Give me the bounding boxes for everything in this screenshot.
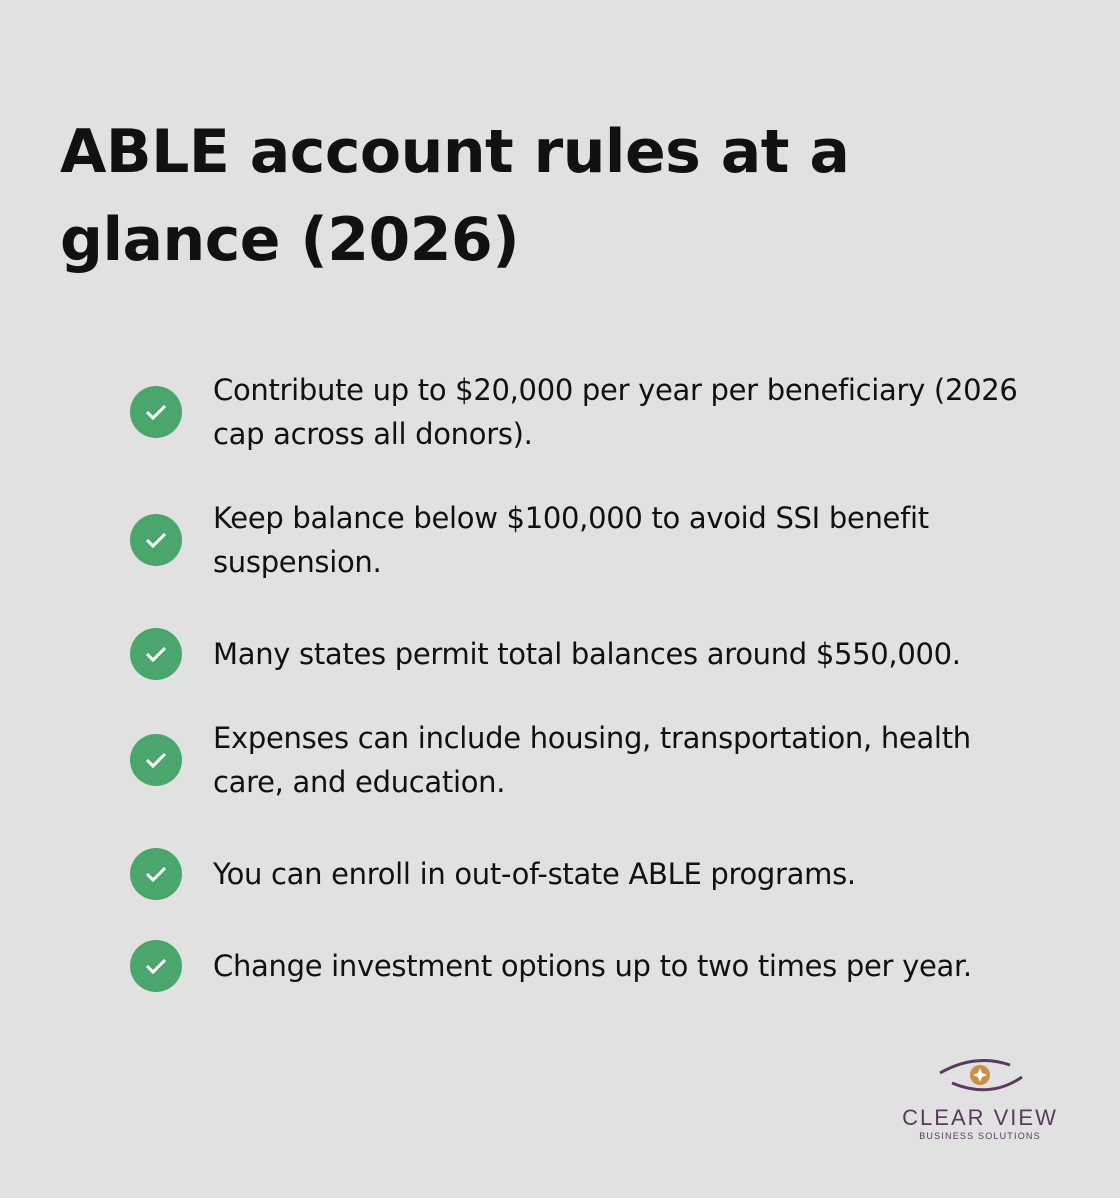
logo [890, 1055, 1070, 1141]
list-item [130, 628, 1030, 680]
list-item [130, 940, 1030, 992]
check-icon [130, 386, 182, 438]
list-item [130, 716, 1030, 804]
item-text: Expenses can include housing, transportation, health care, and education. [213, 721, 971, 799]
page-title: ABLE account rules at a glance (2026) [60, 117, 850, 275]
item-text: Contribute up to $20,000 per year per beneficiary (2026 cap across all donors). [213, 373, 1018, 451]
eye-logo-icon [930, 1055, 1030, 1097]
list-item [130, 368, 1030, 456]
check-icon [130, 628, 182, 680]
item-text: Change investment options up to two times per year. [213, 949, 972, 983]
item-text: You can enroll in out-of-state ABLE programs. [213, 857, 856, 891]
logo-name: CLEAR VIEW [902, 1105, 1058, 1130]
check-icon [130, 940, 182, 992]
list-item [130, 848, 1030, 900]
check-icon [130, 734, 182, 786]
list-item [130, 496, 1030, 584]
item-text: Many states permit total balances around $550,000. [213, 637, 961, 671]
logo-tagline: BUSINESS SOLUTIONS [919, 1131, 1041, 1141]
check-icon [130, 514, 182, 566]
item-text: Keep balance below $100,000 to avoid SSI benefit suspension. [213, 501, 929, 579]
check-icon [130, 848, 182, 900]
